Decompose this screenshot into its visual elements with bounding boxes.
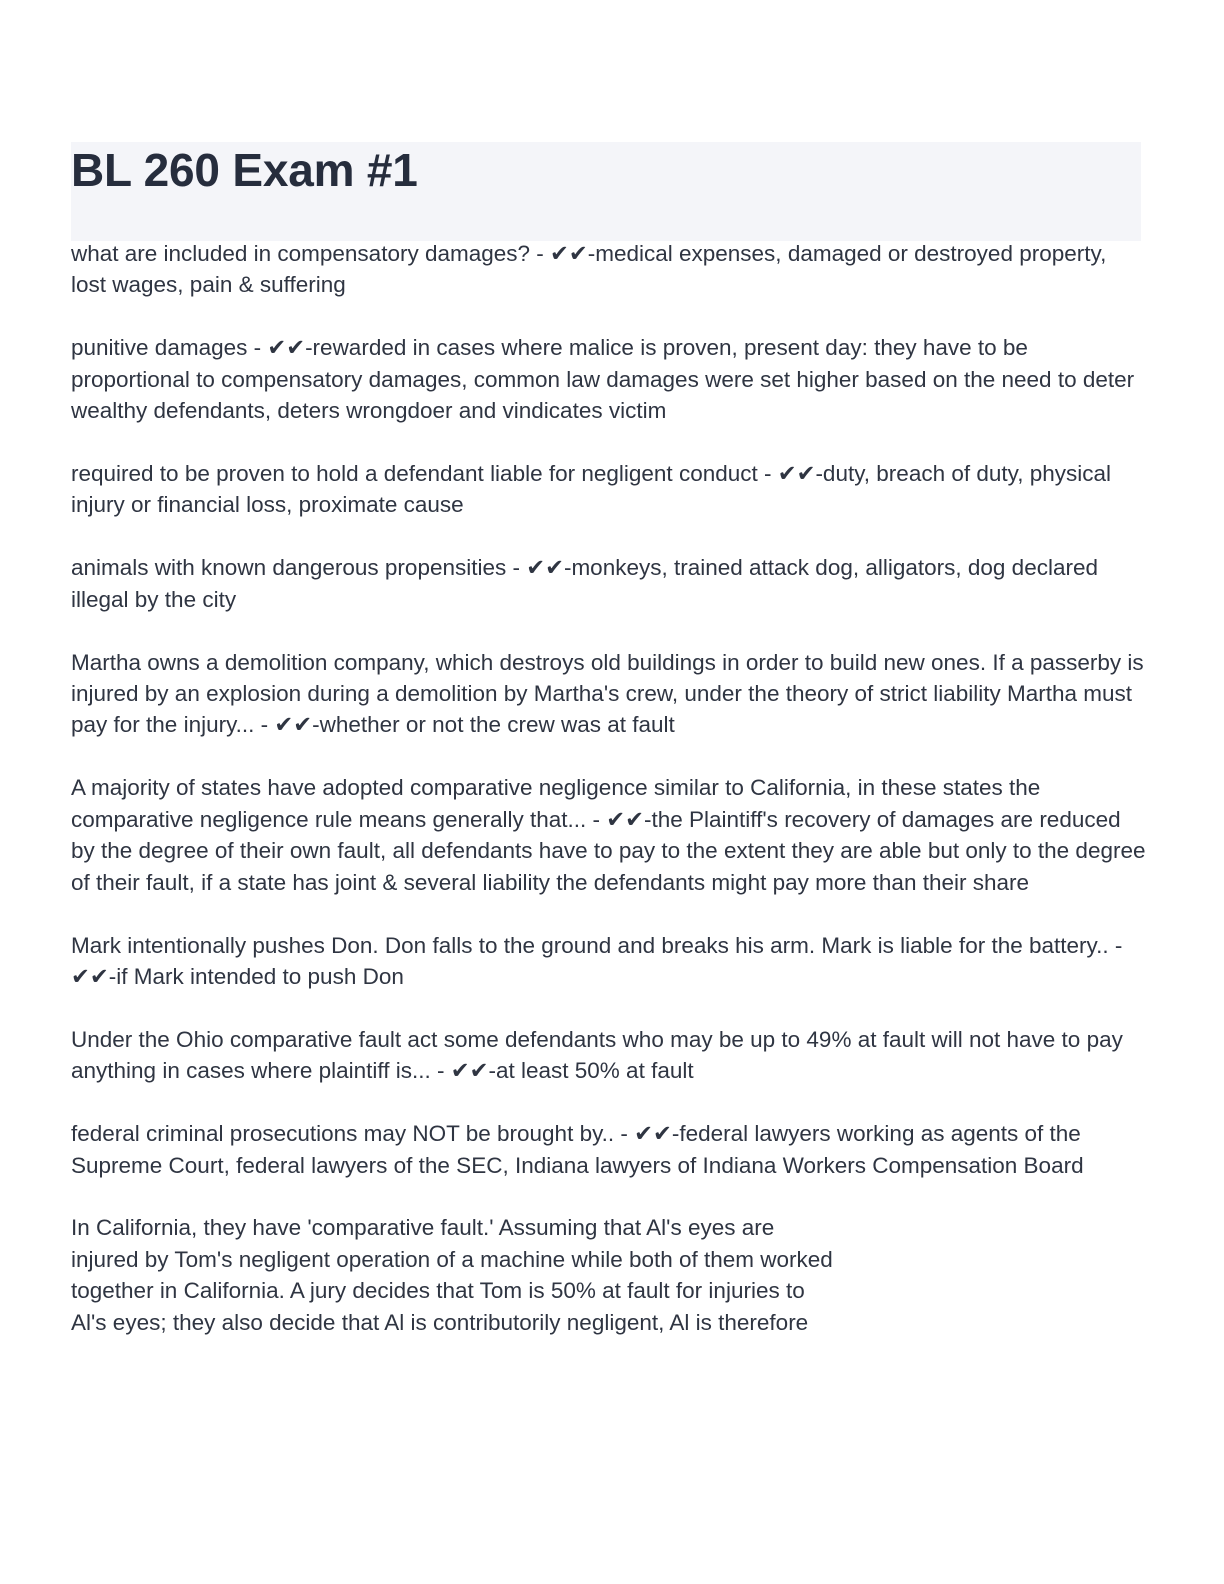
qa-item: Martha owns a demolition company, which destroys old buildings in order to build new ones. If a passerby is injured by an explosion during a demolition by Martha's crew, under the theory of strict liability Martha must pay for the injury... - ✔✔-whether or not the crew was at fault [71,649,1144,738]
qa-item: Under the Ohio comparative fault act some defendants who may be up to 49% at fault will not have to pay anything in cases where plaintiff is... - ✔✔-at least 50% at fault [71,1026,1123,1084]
qa-item: A majority of states have adopted comparative negligence similar to California, in these states the comparative negligence rule means generally that... - ✔✔-the Plaintiff's recovery of damages are reduced by the degree of their own fault, all defendants have to pay to the extent they are able but only to the degree of their fault, if a state has joint & several liability the defendants might pay more than their share [71,775,1146,895]
qa-item: punitive damages - ✔✔-rewarded in cases where malice is proven, present day: they have to be proportional to compensatory damages, common law damages were set higher based on the need to deter wealthy defendants, deters wrongdoer and vindicates victim [71,335,1135,424]
qa-item: Mark intentionally pushes Don. Don falls to the ground and breaks his arm. Mark is liable for the battery.. - ✔✔-if Mark intended to push Don [71,932,1123,989]
qa-item: animals with known dangerous propensities - ✔✔-monkeys, trained attack dog, alligators, dog declared illegal by the city [71,555,1098,612]
qa-item: federal criminal prosecutions may NOT be brought by.. - ✔✔-federal lawyers working as agents of the Supreme Court, federal lawyers of the SEC, Indiana lawyers of Indiana Workers Compensation Board [71,1121,1084,1178]
page-title: BL 260 Exam #1 [71,144,418,196]
document-body [71,238,1146,1338]
qa-item: required to be proven to hold a defendant liable for negligent conduct - ✔✔-duty, breach of duty, physical injury or financial loss, proximate cause [71,461,1112,518]
qa-item: In California, they have 'comparative fault.' Assuming that Al's eyes are injured by Tom's negligent operation of a machine while both of them worked together in California. A jury decides that Tom is 50% at fault for injuries to Al's eyes; they also decide that Al is contributorily negligent, Al is therefore [71,1215,833,1335]
qa-item: what are included in compensatory damages? - ✔✔-medical expenses, damaged or destroyed property, lost wages, pain & suffering [71,241,1107,298]
